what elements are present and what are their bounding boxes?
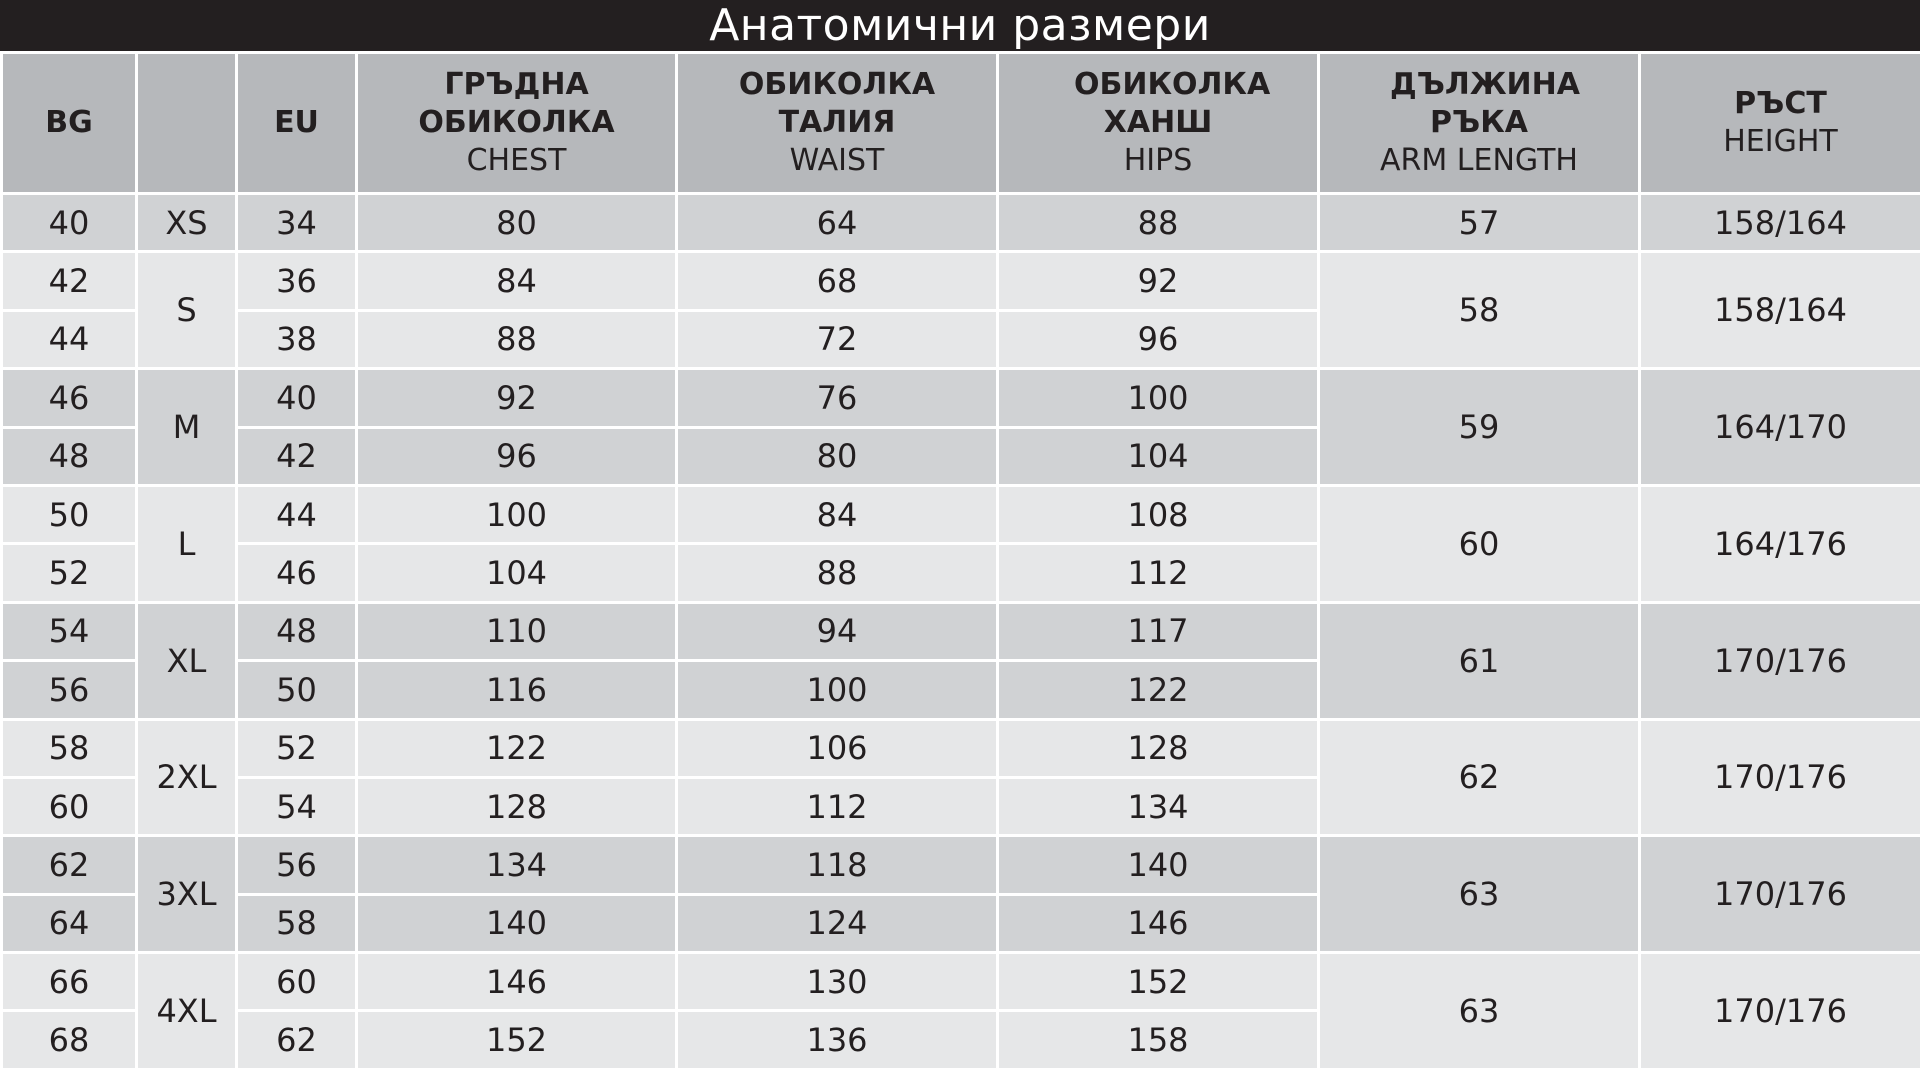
- cell-eu: 62: [237, 1011, 357, 1070]
- cell-chest: 92: [357, 369, 677, 427]
- page-title: Анатомични размери: [0, 0, 1920, 51]
- cell-letter-size: XL: [137, 602, 237, 719]
- cell-waist: 130: [677, 953, 998, 1011]
- cell-chest: 104: [357, 544, 677, 602]
- cell-chest: 152: [357, 1011, 677, 1070]
- header-arm-bg: ДЪЛЖИНА РЪКА: [1390, 67, 1580, 140]
- cell-chest: 122: [357, 719, 677, 777]
- table-row: [2, 836, 1920, 894]
- header-row: [2, 53, 1920, 194]
- cell-hips: 140: [998, 836, 1319, 894]
- cell-chest: 80: [357, 194, 677, 252]
- cell-hips: 122: [998, 661, 1319, 719]
- cell-arm-length: 62: [1319, 719, 1640, 836]
- cell-waist: 72: [677, 310, 998, 368]
- table-row: [2, 953, 1920, 1011]
- cell-chest: 110: [357, 602, 677, 660]
- cell-bg: 56: [2, 661, 137, 719]
- header-hips: [998, 53, 1319, 194]
- cell-letter-size: 2XL: [137, 719, 237, 836]
- cell-waist: 106: [677, 719, 998, 777]
- header-height-bg: РЪСТ: [1734, 86, 1827, 121]
- cell-bg: 44: [2, 310, 137, 368]
- header-hips-bg: ОБИКОЛКА ХАНШ: [1074, 67, 1271, 140]
- cell-eu: 46: [237, 544, 357, 602]
- header-arm-en: ARM LENGTH: [1380, 143, 1578, 178]
- cell-bg: 46: [2, 369, 137, 427]
- size-chart-table: [0, 51, 1920, 1071]
- cell-arm-length: 60: [1319, 485, 1640, 602]
- table-row: [2, 602, 1920, 660]
- cell-eu: 48: [237, 602, 357, 660]
- cell-waist: 118: [677, 836, 998, 894]
- header-hips-en: HIPS: [1123, 143, 1193, 178]
- cell-waist: 112: [677, 777, 998, 835]
- cell-waist: 80: [677, 427, 998, 485]
- cell-waist: 100: [677, 661, 998, 719]
- cell-bg: 40: [2, 194, 137, 252]
- cell-hips: 92: [998, 252, 1319, 310]
- cell-hips: 128: [998, 719, 1319, 777]
- cell-bg: 52: [2, 544, 137, 602]
- cell-arm-length: 61: [1319, 602, 1640, 719]
- cell-height: 158/164: [1640, 252, 1920, 369]
- cell-eu: 34: [237, 194, 357, 252]
- header-letter-size: [137, 53, 237, 194]
- cell-letter-size: 3XL: [137, 836, 237, 953]
- cell-bg: 50: [2, 485, 137, 543]
- header-eu: EU: [237, 53, 357, 194]
- cell-hips: 108: [998, 485, 1319, 543]
- header-waist-bg: ОБИКОЛКА ТАЛИЯ: [738, 67, 936, 140]
- cell-hips: 152: [998, 953, 1319, 1011]
- header-bg: BG: [2, 53, 137, 194]
- cell-height: 170/176: [1640, 836, 1920, 953]
- cell-arm-length: 63: [1319, 836, 1640, 953]
- cell-eu: 54: [237, 777, 357, 835]
- cell-waist: 76: [677, 369, 998, 427]
- cell-waist: 136: [677, 1011, 998, 1070]
- cell-bg: 60: [2, 777, 137, 835]
- cell-chest: 134: [357, 836, 677, 894]
- cell-hips: 104: [998, 427, 1319, 485]
- table-row: [2, 194, 1920, 252]
- cell-chest: 128: [357, 777, 677, 835]
- cell-bg: 54: [2, 602, 137, 660]
- cell-eu: 50: [237, 661, 357, 719]
- cell-letter-size: L: [137, 485, 237, 602]
- cell-bg: 64: [2, 894, 137, 952]
- cell-hips: 96: [998, 310, 1319, 368]
- cell-height: 170/176: [1640, 719, 1920, 836]
- cell-height: 158/164: [1640, 194, 1920, 252]
- cell-hips: 100: [998, 369, 1319, 427]
- cell-letter-size: S: [137, 252, 237, 369]
- cell-letter-size: M: [137, 369, 237, 486]
- cell-bg: 58: [2, 719, 137, 777]
- cell-bg: 48: [2, 427, 137, 485]
- cell-height: 170/176: [1640, 953, 1920, 1070]
- cell-eu: 60: [237, 953, 357, 1011]
- cell-letter-size: 4XL: [137, 953, 237, 1070]
- cell-eu: 40: [237, 369, 357, 427]
- cell-waist: 84: [677, 485, 998, 543]
- cell-height: 170/176: [1640, 602, 1920, 719]
- cell-chest: 84: [357, 252, 677, 310]
- cell-hips: 134: [998, 777, 1319, 835]
- cell-waist: 68: [677, 252, 998, 310]
- header-waist: [677, 53, 998, 194]
- header-waist-en: WAIST: [789, 143, 885, 178]
- header-chest-bg: ГРЪДНА ОБИКОЛКА: [418, 67, 615, 140]
- header-arm-length: [1319, 53, 1640, 194]
- header-chest-en: CHEST: [466, 143, 567, 178]
- cell-chest: 100: [357, 485, 677, 543]
- table-row: [2, 369, 1920, 427]
- cell-chest: 140: [357, 894, 677, 952]
- cell-chest: 96: [357, 427, 677, 485]
- cell-waist: 94: [677, 602, 998, 660]
- cell-hips: 146: [998, 894, 1319, 952]
- cell-hips: 88: [998, 194, 1319, 252]
- cell-chest: 146: [357, 953, 677, 1011]
- header-chest: [357, 53, 677, 194]
- cell-waist: 88: [677, 544, 998, 602]
- cell-arm-length: 63: [1319, 953, 1640, 1070]
- cell-letter-size: XS: [137, 194, 237, 252]
- cell-height: 164/170: [1640, 369, 1920, 486]
- table-row: [2, 252, 1920, 310]
- table-row: [2, 719, 1920, 777]
- cell-hips: 112: [998, 544, 1319, 602]
- cell-eu: 52: [237, 719, 357, 777]
- cell-arm-length: 59: [1319, 369, 1640, 486]
- cell-arm-length: 58: [1319, 252, 1640, 369]
- table-row: [2, 485, 1920, 543]
- cell-chest: 88: [357, 310, 677, 368]
- cell-eu: 58: [237, 894, 357, 952]
- cell-waist: 64: [677, 194, 998, 252]
- cell-bg: 62: [2, 836, 137, 894]
- cell-hips: 117: [998, 602, 1319, 660]
- cell-bg: 68: [2, 1011, 137, 1070]
- cell-bg: 66: [2, 953, 137, 1011]
- cell-eu: 44: [237, 485, 357, 543]
- cell-eu: 36: [237, 252, 357, 310]
- cell-arm-length: 57: [1319, 194, 1640, 252]
- cell-hips: 158: [998, 1011, 1319, 1070]
- cell-height: 164/176: [1640, 485, 1920, 602]
- header-height: [1640, 53, 1920, 194]
- cell-eu: 42: [237, 427, 357, 485]
- cell-bg: 42: [2, 252, 137, 310]
- header-height-en: HEIGHT: [1723, 124, 1838, 159]
- cell-eu: 38: [237, 310, 357, 368]
- cell-eu: 56: [237, 836, 357, 894]
- cell-chest: 116: [357, 661, 677, 719]
- cell-waist: 124: [677, 894, 998, 952]
